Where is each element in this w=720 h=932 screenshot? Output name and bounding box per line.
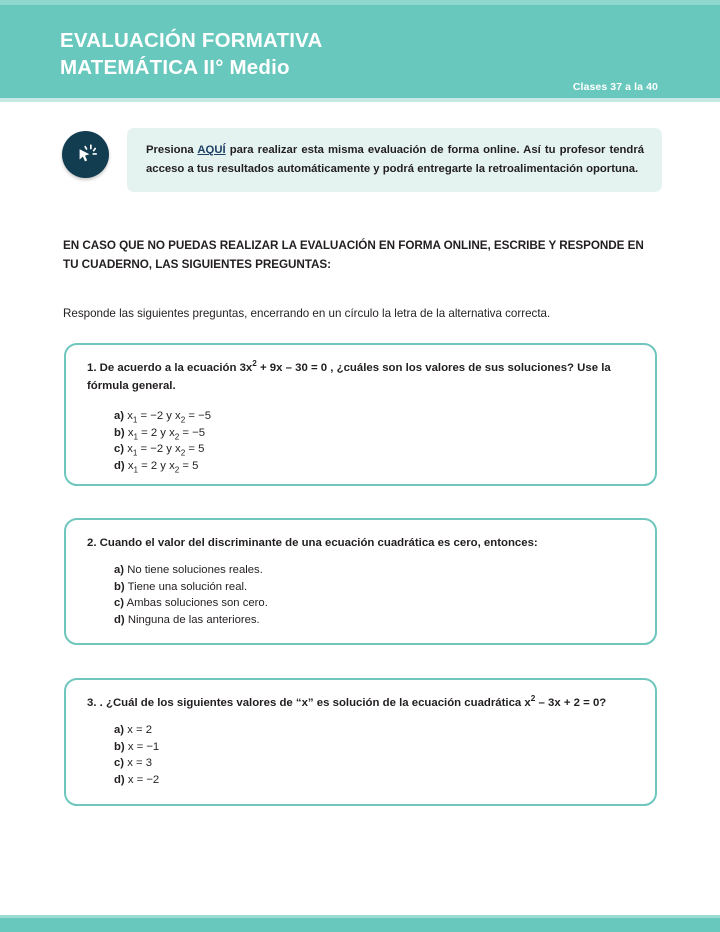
page-header-band — [0, 0, 720, 102]
option-item[interactable] — [114, 595, 268, 612]
answering-instruction: Responde las siguientes preguntas, encerrando en un círculo la letra de la alternativa correcta. — [63, 307, 551, 320]
page-title: EVALUACIÓN FORMATIVA — [60, 29, 323, 52]
option-letter: b) — [114, 580, 125, 593]
option-letter: b) — [114, 740, 125, 753]
option-item[interactable] — [114, 739, 159, 756]
option-text: $x_1 = 2$ y $x_2 = -5$ — [127, 426, 206, 441]
option-letter: c) — [114, 757, 125, 770]
option-letter: d) — [114, 773, 125, 786]
options-list-3 — [114, 722, 159, 788]
question-stem-2: 2. Cuando el valor del discriminante de una ecuación cuadrática es cero, entonces: — [87, 537, 538, 549]
option-item[interactable] — [114, 772, 159, 789]
options-list-2 — [114, 562, 268, 628]
option-letter: b) — [114, 426, 125, 439]
question-stem-3: 3. . ¿Cuál de los siguientes valores de “x” es solución de la ecuación cuadrática $x^2 - 3x + 2 = 0$? — [87, 694, 607, 709]
header-title-group — [60, 27, 323, 81]
option-letter: c) — [114, 597, 125, 610]
option-item[interactable] — [114, 579, 268, 596]
option-text: x = −2 — [127, 773, 160, 786]
option-text: x = 2 — [127, 724, 152, 736]
classes-range-label: Clases 37 a la 40 — [572, 81, 658, 93]
question-card-2 — [64, 518, 657, 645]
option-letter: d) — [114, 459, 125, 472]
option-item[interactable] — [114, 458, 211, 475]
option-item[interactable] — [114, 425, 211, 442]
question-card-1 — [64, 343, 657, 486]
option-item[interactable] — [114, 722, 159, 739]
option-text: Ambas soluciones son cero. — [126, 597, 268, 610]
option-text: Tiene una solución real. — [127, 580, 248, 593]
notice-text-before: Presiona — [146, 144, 198, 156]
option-item[interactable] — [114, 612, 268, 629]
option-item[interactable] — [114, 562, 268, 579]
options-list-1 — [114, 408, 211, 474]
option-text: $x_1 = -2$ y $x_2 = -5$ — [127, 410, 212, 425]
option-letter: a) — [114, 410, 125, 422]
online-notice-box — [127, 128, 662, 192]
question-stem-1: 1. De acuerdo a la ecuación $3x^2 + 9x - 30 = 0$ , ¿cuáles son los valores de sus soluciones? Use la fórmula general. — [87, 359, 611, 392]
option-item[interactable] — [114, 441, 211, 458]
option-letter: d) — [114, 613, 125, 626]
option-text: x = −1 — [127, 740, 160, 753]
option-text: x = 3 — [127, 757, 152, 770]
option-item[interactable] — [114, 755, 159, 772]
page-footer-band — [0, 915, 720, 932]
online-notice — [62, 128, 662, 192]
notice-text-after: para realizar esta misma evaluación de forma online. Así tu profesor tendrá acceso a tus resultados automáticamente y podrá entregarte la retroalimentación oportuna. — [146, 144, 644, 175]
option-letter: c) — [114, 443, 125, 456]
option-letter: a) — [114, 724, 125, 736]
option-item[interactable] — [114, 408, 211, 425]
page-subtitle: MATEMÁTICA II° Medio — [60, 56, 290, 79]
option-text: $x_1 = 2$ y $x_2 = 5$ — [127, 459, 199, 475]
option-text: Ninguna de las anteriores. — [127, 613, 260, 626]
question-card-3 — [64, 678, 657, 806]
aqui-link[interactable]: AQUÍ — [197, 144, 226, 156]
option-text: No tiene soluciones reales. — [127, 564, 263, 576]
cursor-click-icon — [62, 131, 109, 178]
option-text: $x_1 = -2$ y $x_2 = 5$ — [127, 443, 205, 458]
option-letter: a) — [114, 564, 125, 576]
online-notice-text — [146, 141, 644, 178]
uppercase-instruction: EN CASO QUE NO PUEDAS REALIZAR LA EVALUACIÓN EN FORMA ONLINE, ESCRIBE Y RESPONDE EN TU CUADERNO, LAS SIGUIENTES PREGUNTAS: — [63, 239, 644, 271]
